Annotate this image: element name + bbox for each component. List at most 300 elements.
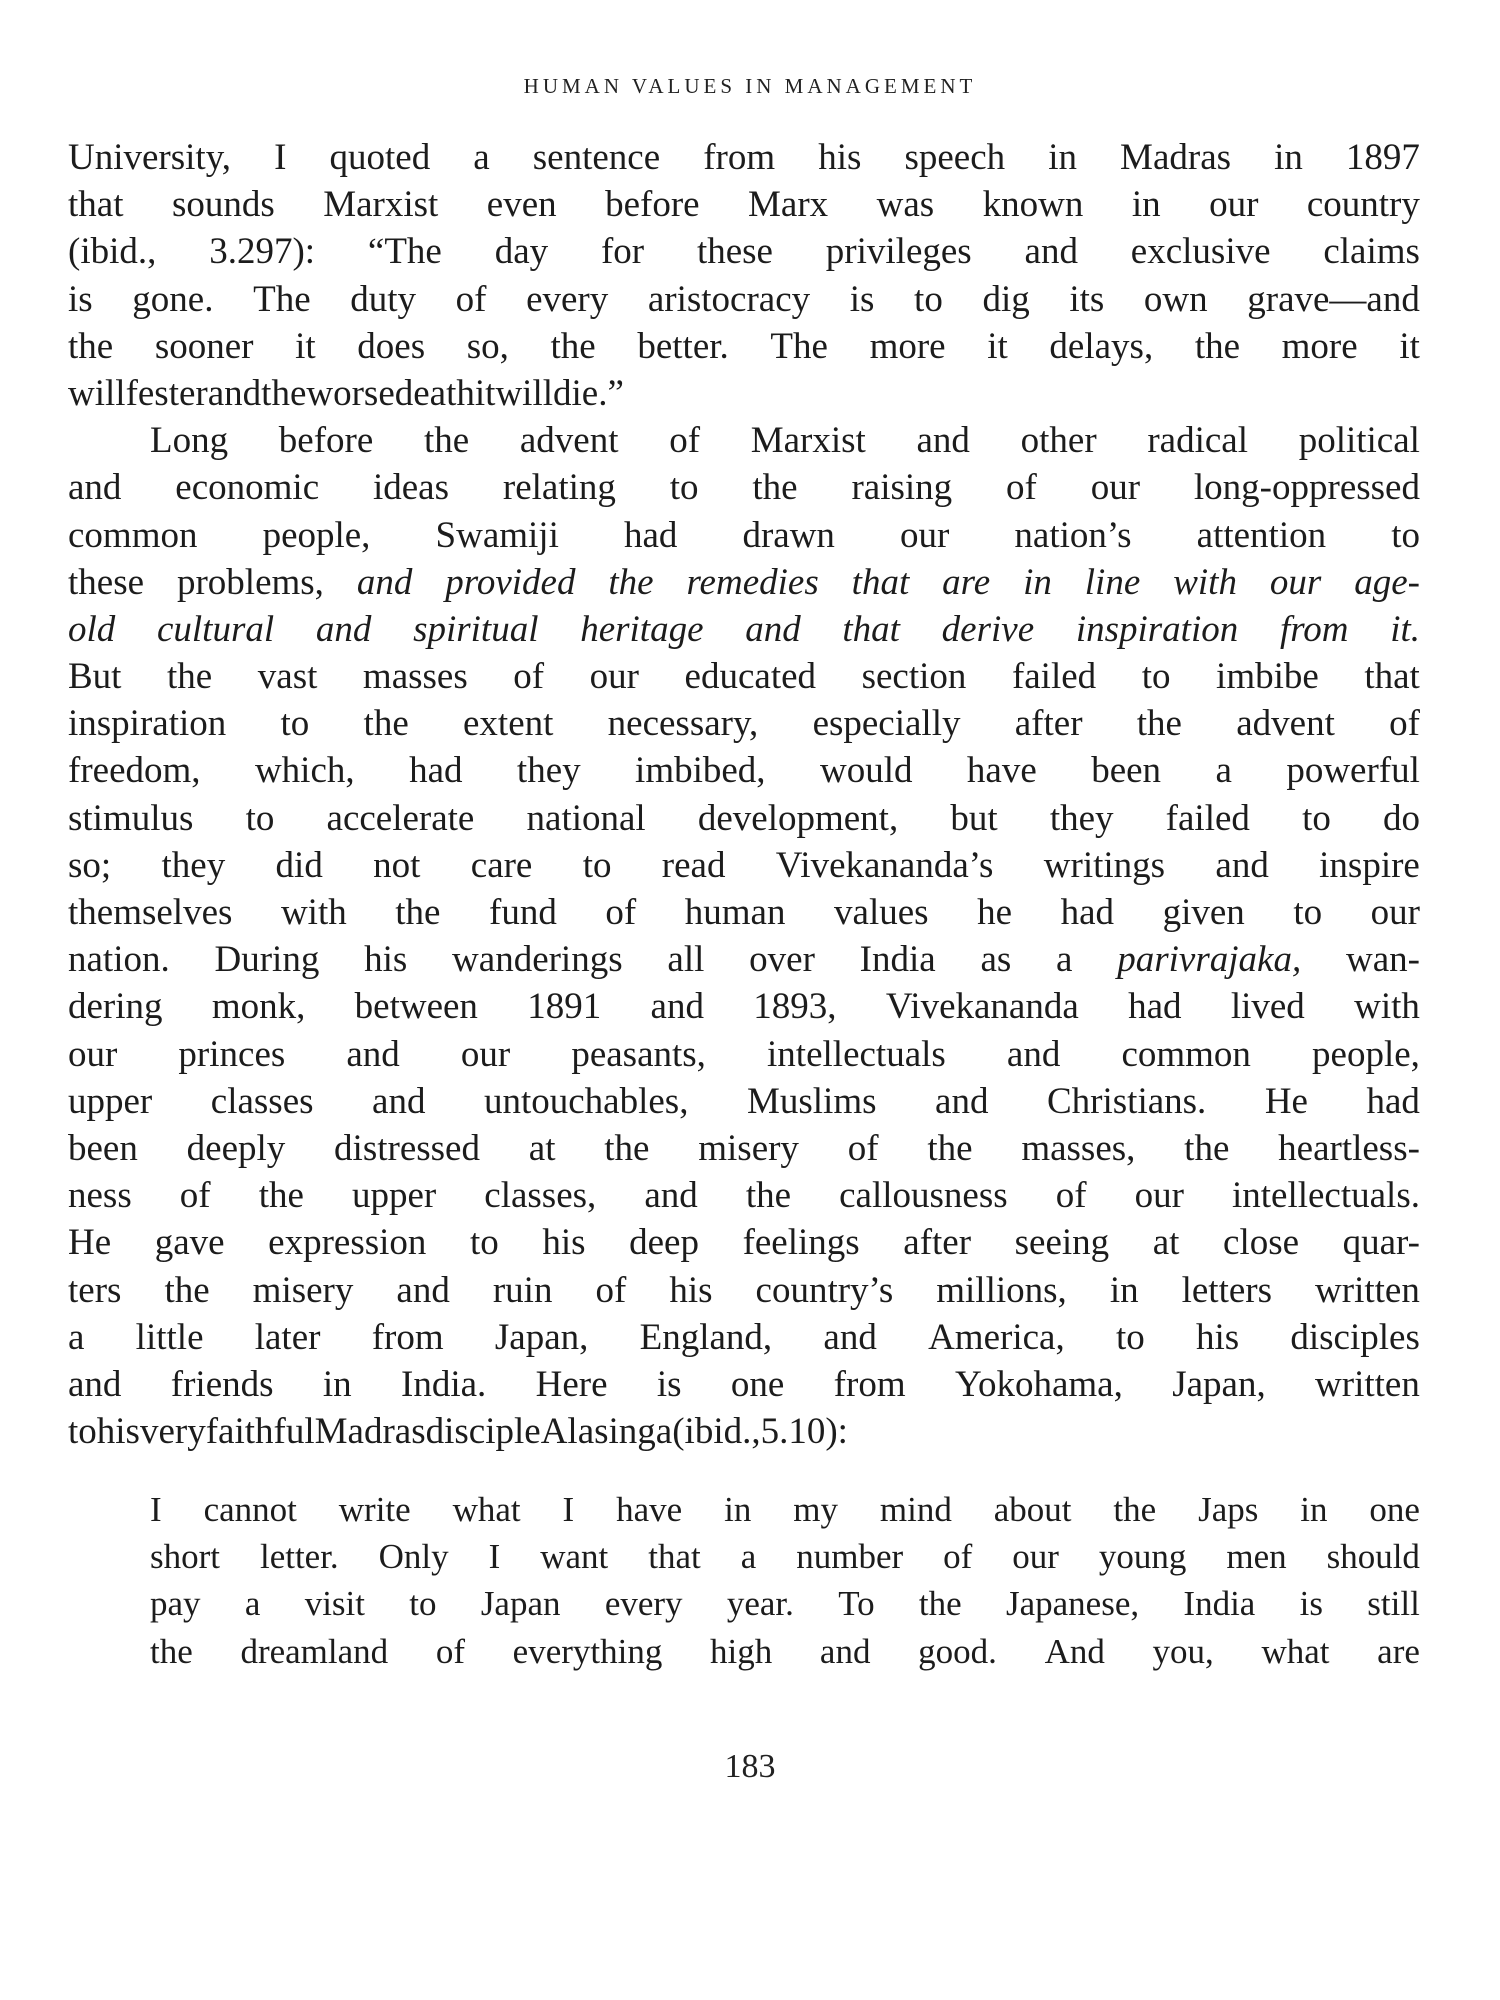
word: He: [68, 1222, 112, 1264]
word: America,: [928, 1316, 1065, 1358]
word: to: [68, 1411, 97, 1453]
text-line: [68, 370, 1420, 417]
word: and: [650, 986, 704, 1028]
word: his: [96, 1411, 140, 1453]
word: Japs: [1198, 1490, 1259, 1529]
text-line: [68, 983, 1420, 1030]
word: University,: [68, 137, 232, 178]
word: want: [540, 1537, 609, 1577]
word: Vivekananda: [885, 986, 1079, 1028]
word: but: [950, 797, 998, 839]
word: of: [1055, 1175, 1087, 1217]
word: radical: [1147, 420, 1248, 462]
word: to: [582, 844, 612, 886]
word: deep: [629, 1222, 699, 1264]
word: are: [1377, 1631, 1420, 1671]
word: peasants,: [571, 1033, 706, 1075]
word: are: [942, 561, 991, 603]
word: as: [980, 939, 1012, 981]
word: Alasinga: [540, 1411, 673, 1453]
word: year.: [726, 1584, 794, 1624]
word: lived: [1230, 986, 1305, 1028]
word: it: [987, 325, 1008, 367]
word: failed: [1165, 797, 1250, 839]
word: die.”: [553, 372, 624, 414]
word: and: [207, 372, 262, 414]
word: they: [516, 750, 581, 792]
word: people,: [1312, 1033, 1420, 1075]
word: the: [752, 467, 798, 509]
text-line: [68, 795, 1420, 842]
word: with: [1354, 986, 1420, 1028]
word: you,: [1152, 1631, 1214, 1671]
word: from: [1279, 608, 1349, 650]
word: aristocracy: [647, 278, 811, 320]
word: writings: [1043, 844, 1166, 886]
word: exclusive: [1130, 231, 1271, 273]
word: To: [838, 1584, 875, 1624]
word: and: [68, 467, 122, 509]
word: other: [1020, 420, 1097, 462]
word: wanderings: [452, 939, 623, 981]
word: did: [275, 844, 323, 886]
word: our: [1269, 561, 1322, 603]
word: fester: [125, 372, 208, 414]
word: of: [669, 420, 701, 462]
word: freedom,: [68, 750, 201, 792]
word: classes,: [484, 1175, 597, 1217]
word: duty: [350, 278, 417, 320]
word: his: [1195, 1316, 1240, 1358]
running-head: HUMAN VALUES IN MANAGEMENT: [523, 74, 977, 98]
word: young: [1098, 1537, 1187, 1577]
text-line: [68, 1361, 1420, 1408]
word: the: [1184, 1127, 1230, 1169]
word: “The: [367, 231, 442, 273]
word: grave—and: [1247, 278, 1420, 320]
word: attention: [1196, 514, 1327, 556]
word: of: [595, 1269, 627, 1311]
word: imbibe: [1216, 656, 1319, 698]
text-line: [68, 889, 1420, 936]
word: his: [669, 1269, 713, 1311]
word: letter.: [259, 1537, 339, 1577]
word: with: [1173, 561, 1237, 603]
text-line: [68, 559, 1420, 606]
text-line: [68, 1408, 1420, 1455]
word: 1891: [527, 986, 602, 1028]
word: which,: [254, 750, 355, 792]
word: will: [495, 372, 553, 414]
word: misery: [698, 1127, 799, 1169]
word: close: [1223, 1222, 1300, 1264]
text-line: [68, 936, 1420, 983]
word: his: [542, 1222, 586, 1264]
text-line: [68, 1314, 1420, 1361]
word: would: [819, 750, 913, 792]
word: and: [68, 1363, 122, 1405]
word: and: [1006, 1033, 1061, 1075]
word: that: [648, 1537, 701, 1577]
text-line: [68, 606, 1420, 653]
word: (ibid.,: [68, 231, 157, 273]
word: that: [842, 608, 900, 650]
word: had: [1060, 892, 1115, 933]
word: Long: [150, 420, 229, 462]
word: classes: [210, 1080, 314, 1122]
word: was: [876, 184, 935, 226]
block-quote: [150, 1486, 1420, 1675]
word: our: [1134, 1175, 1184, 1217]
text-line: [68, 134, 1420, 181]
word: expression: [268, 1222, 427, 1264]
word: India: [1183, 1584, 1256, 1624]
word: and: [935, 1080, 989, 1122]
word: privileges: [825, 231, 972, 273]
word: and: [1215, 844, 1269, 886]
word: inspiration: [68, 703, 227, 745]
quote-line: [150, 1580, 1420, 1627]
word: been: [68, 1127, 138, 1169]
word: distressed: [334, 1127, 480, 1169]
word: of: [943, 1537, 973, 1577]
word: Madras: [1120, 137, 1232, 178]
word: dreamland: [240, 1631, 389, 1671]
word: better.: [637, 325, 729, 367]
word: the: [258, 1175, 304, 1217]
word: sounds: [171, 184, 275, 226]
word: the: [1113, 1490, 1157, 1529]
word: 3.297):: [209, 231, 316, 273]
word: of: [513, 656, 545, 698]
word: deeply: [186, 1127, 286, 1169]
word: one: [730, 1363, 785, 1405]
word: every: [604, 1584, 683, 1624]
word: inspire: [1319, 844, 1420, 886]
word: to: [1391, 514, 1420, 556]
word: even: [486, 184, 557, 226]
word: cannot: [203, 1490, 297, 1529]
word: care: [470, 844, 533, 886]
word: age-: [1354, 561, 1420, 603]
word: economic: [175, 467, 320, 509]
word: that: [851, 561, 910, 603]
word: development,: [697, 797, 899, 839]
word: does: [357, 325, 426, 367]
word: the: [363, 703, 409, 745]
word: write: [338, 1490, 411, 1529]
word: human: [684, 892, 786, 933]
word: common: [68, 514, 198, 556]
word: to: [1115, 1316, 1145, 1358]
word: values: [834, 892, 929, 933]
word: the: [164, 1269, 210, 1311]
word: the: [745, 1175, 792, 1217]
word: powerful: [1286, 750, 1420, 792]
word: He: [1264, 1080, 1308, 1122]
text-line: [68, 842, 1420, 889]
word: themselves: [68, 892, 233, 933]
word: written: [1315, 1269, 1420, 1311]
body-text: [68, 134, 1420, 1455]
text-line: [68, 1125, 1420, 1172]
word: it: [1399, 325, 1420, 367]
word: number: [796, 1537, 904, 1577]
word: short: [150, 1537, 220, 1577]
word: The: [253, 278, 311, 320]
word: our: [900, 514, 950, 556]
word: spiritual: [413, 608, 539, 650]
word: the: [604, 1127, 650, 1169]
word: our: [589, 656, 639, 698]
word: national: [526, 797, 646, 839]
word: friends: [170, 1363, 274, 1405]
word: people,: [262, 514, 371, 556]
text-line: [68, 228, 1420, 275]
word: quoted: [329, 137, 431, 178]
word: known: [982, 184, 1084, 226]
word: inspiration: [1075, 608, 1239, 650]
word: cultural: [156, 608, 275, 650]
word: heartless-: [1278, 1127, 1420, 1169]
word: the: [1194, 325, 1241, 367]
word: our: [1370, 892, 1420, 933]
text-line: [68, 464, 1420, 511]
word: Marxist: [323, 184, 439, 226]
word: country: [1306, 184, 1420, 226]
word: and: [372, 1080, 426, 1122]
word: But: [68, 656, 122, 698]
word: untouchables,: [483, 1080, 689, 1122]
word: the: [550, 325, 596, 367]
word: is: [849, 278, 875, 320]
word: it.: [1390, 608, 1420, 650]
word: of: [1389, 703, 1420, 745]
word: necessary,: [607, 703, 759, 745]
word: remedies: [686, 561, 819, 603]
word: ness: [68, 1175, 132, 1217]
word: the: [918, 1584, 962, 1624]
word: wan-: [1345, 939, 1420, 981]
word: a: [473, 137, 490, 178]
word: parivrajaka,: [1117, 939, 1302, 981]
word: and: [819, 1631, 871, 1671]
word: intellectuals: [767, 1033, 946, 1075]
word: country’s: [755, 1269, 894, 1311]
word: to: [914, 278, 943, 320]
word: written: [1315, 1363, 1420, 1405]
word: problems,: [176, 561, 324, 603]
word: India: [859, 939, 936, 981]
word: the: [1136, 703, 1182, 745]
word: a: [68, 1316, 85, 1358]
word: to: [280, 703, 310, 745]
word: the: [423, 420, 470, 462]
word: at: [528, 1127, 556, 1169]
word: Japan: [480, 1584, 561, 1624]
word: our: [1090, 467, 1141, 509]
word: visit: [304, 1584, 365, 1624]
word: heritage: [580, 608, 704, 650]
word: feelings: [742, 1222, 860, 1264]
text-line: [68, 512, 1420, 559]
word: claims: [1323, 231, 1420, 273]
word: England,: [639, 1316, 773, 1358]
word: to: [470, 1222, 499, 1264]
word: high: [710, 1631, 773, 1671]
word: had: [623, 514, 678, 556]
word: the: [608, 561, 654, 603]
word: in: [1274, 137, 1303, 178]
text-line: [68, 700, 1420, 747]
word: seeing: [1014, 1222, 1110, 1264]
word: a: [740, 1537, 757, 1577]
word: our: [460, 1033, 511, 1075]
word: the: [167, 656, 213, 698]
word: speech: [904, 137, 1006, 178]
word: Yokohama,: [954, 1363, 1123, 1405]
word: imbibed,: [635, 750, 766, 792]
word: Japanese,: [1005, 1584, 1140, 1624]
word: these: [696, 231, 773, 273]
word: of: [605, 892, 637, 933]
word: failed: [1011, 656, 1097, 698]
word: have: [966, 750, 1037, 792]
word: disciples: [1290, 1316, 1420, 1358]
text-line: [68, 1078, 1420, 1125]
word: do: [1383, 797, 1420, 839]
word: to: [245, 797, 275, 839]
word: and: [916, 420, 970, 462]
word: of: [1006, 467, 1037, 509]
text-line: [68, 653, 1420, 700]
word: letters: [1181, 1269, 1273, 1311]
word: dering: [68, 986, 163, 1028]
word: before: [605, 184, 700, 226]
text-line: [68, 417, 1420, 464]
word: ruin: [492, 1269, 553, 1311]
word: between: [354, 986, 478, 1028]
word: is: [68, 278, 93, 320]
word: had: [1366, 1080, 1420, 1122]
word: (ibid.,: [672, 1411, 761, 1453]
word: India.: [401, 1363, 487, 1405]
word: a: [1056, 939, 1073, 981]
word: ters: [68, 1269, 122, 1311]
word: pay: [150, 1584, 201, 1624]
word: little: [135, 1316, 204, 1358]
word: and: [823, 1316, 877, 1358]
word: I: [488, 1537, 501, 1577]
word: what: [452, 1490, 521, 1529]
word: gone.: [132, 278, 214, 320]
word: masses,: [1021, 1127, 1136, 1169]
word: its: [1069, 278, 1105, 320]
text-line: [68, 323, 1420, 370]
word: so;: [68, 844, 112, 886]
word: my: [793, 1490, 838, 1529]
word: the: [927, 1127, 973, 1169]
word: and: [745, 608, 801, 650]
word: of: [435, 1631, 465, 1671]
word: these: [68, 561, 145, 603]
word: and: [396, 1269, 450, 1311]
text-line: [68, 1031, 1420, 1078]
text-line: [68, 276, 1420, 323]
word: political: [1298, 420, 1420, 462]
quote-line: [150, 1533, 1420, 1580]
word: to: [669, 467, 699, 509]
word: in: [724, 1490, 752, 1529]
word: they: [1049, 797, 1114, 839]
word: provided: [445, 561, 576, 603]
word: is: [1299, 1584, 1323, 1624]
word: 1897: [1345, 137, 1420, 178]
word: given: [1162, 892, 1245, 933]
word: nation.: [68, 939, 170, 981]
word: a: [244, 1584, 261, 1624]
word: the: [68, 325, 114, 367]
word: to: [1293, 892, 1323, 933]
word: derive: [941, 608, 1035, 650]
word: about: [993, 1490, 1072, 1529]
word: not: [373, 844, 421, 886]
word: to: [1302, 797, 1331, 839]
word: one: [1369, 1490, 1420, 1529]
word: that: [68, 184, 124, 226]
word: is: [656, 1363, 682, 1405]
word: over: [749, 939, 815, 981]
word: after: [1014, 703, 1083, 745]
word: have: [616, 1490, 683, 1529]
word: disciple: [425, 1411, 541, 1453]
word: from: [371, 1316, 444, 1358]
text-line: [68, 1267, 1420, 1314]
word: upper: [68, 1080, 153, 1122]
word: misery: [252, 1269, 354, 1311]
word: day: [494, 231, 549, 273]
word: in: [1048, 137, 1077, 178]
word: men: [1226, 1537, 1287, 1577]
word: still: [1367, 1584, 1420, 1624]
word: at: [1152, 1222, 1180, 1264]
word: drawn: [742, 514, 835, 556]
word: accelerate: [326, 797, 475, 839]
word: for: [600, 231, 645, 273]
word: his: [818, 137, 862, 178]
word: dig: [982, 278, 1030, 320]
word: death: [394, 372, 475, 414]
word: Vivekananda’s: [775, 844, 994, 886]
word: Madras: [314, 1411, 426, 1453]
word: And: [1044, 1631, 1105, 1671]
word: Muslims: [746, 1080, 877, 1122]
word: of: [847, 1127, 879, 1169]
word: line: [1084, 561, 1141, 603]
word: more: [869, 325, 946, 367]
word: it: [474, 372, 496, 414]
word: all: [667, 939, 705, 981]
word: in: [322, 1363, 352, 1405]
text-line: [68, 747, 1420, 794]
word: Japan,: [1172, 1363, 1266, 1405]
page-number: 183: [724, 1748, 776, 1785]
word: educated: [684, 656, 817, 698]
word: so,: [466, 325, 509, 367]
word: long-oppressed: [1193, 467, 1420, 509]
word: princes: [178, 1033, 286, 1075]
word: millions,: [936, 1269, 1067, 1311]
